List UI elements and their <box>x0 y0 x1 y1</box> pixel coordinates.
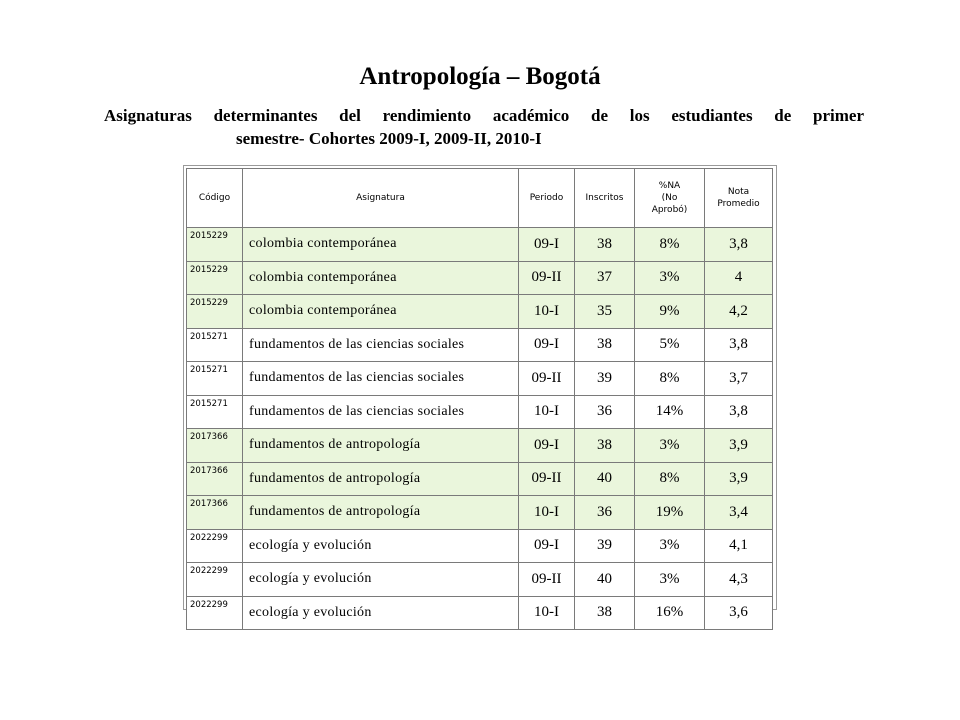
table-row <box>187 596 773 630</box>
cell-code: 2015229 <box>187 228 243 262</box>
header-na-line-1: %NA <box>658 181 681 191</box>
cell-period: 09-II <box>519 362 575 396</box>
cell-subject: colombia contemporánea <box>243 228 519 262</box>
cell-na: 8% <box>635 362 705 396</box>
cell-code: 2022299 <box>187 563 243 597</box>
cell-subject: fundamentos de antropología <box>243 496 519 530</box>
page-subtitle <box>104 104 864 150</box>
cell-code: 2015271 <box>187 328 243 362</box>
cell-subject: ecología y evolución <box>243 596 519 630</box>
cell-subject: colombia contemporánea <box>243 295 519 329</box>
header-na-line-3: Aprobó) <box>651 205 688 215</box>
cell-period: 10-I <box>519 395 575 429</box>
cell-enrolled: 37 <box>575 261 635 295</box>
table-row <box>187 261 773 295</box>
header-code: Código <box>187 169 243 228</box>
cell-code: 2015229 <box>187 261 243 295</box>
table-row <box>187 429 773 463</box>
table-row <box>187 563 773 597</box>
cell-na: 19% <box>635 496 705 530</box>
cell-na: 8% <box>635 462 705 496</box>
table-frame <box>183 165 777 621</box>
cell-average: 3,9 <box>705 462 773 496</box>
cell-subject: ecología y evolución <box>243 563 519 597</box>
cell-period: 09-I <box>519 429 575 463</box>
cell-subject: fundamentos de las ciencias sociales <box>243 362 519 396</box>
cell-enrolled: 36 <box>575 496 635 530</box>
cell-code: 2017366 <box>187 429 243 463</box>
cell-na: 9% <box>635 295 705 329</box>
page-title: Antropología – Bogotá <box>359 63 601 90</box>
cell-subject: fundamentos de las ciencias sociales <box>243 328 519 362</box>
cell-na: 3% <box>635 429 705 463</box>
cell-average: 4 <box>705 261 773 295</box>
cell-subject: fundamentos de antropología <box>243 462 519 496</box>
cell-average: 3,7 <box>705 362 773 396</box>
header-na-percent <box>635 169 705 228</box>
table-row <box>187 462 773 496</box>
table-row <box>187 228 773 262</box>
cell-enrolled: 39 <box>575 362 635 396</box>
cell-period: 09-I <box>519 328 575 362</box>
cell-code: 2022299 <box>187 596 243 630</box>
cell-average: 3,8 <box>705 328 773 362</box>
cell-subject: fundamentos de antropología <box>243 429 519 463</box>
cell-period: 09-II <box>519 462 575 496</box>
header-subject: Asignatura <box>243 169 519 228</box>
cell-period: 09-II <box>519 261 575 295</box>
cell-code: 2017366 <box>187 496 243 530</box>
cell-subject: ecología y evolución <box>243 529 519 563</box>
cell-enrolled: 38 <box>575 429 635 463</box>
cell-average: 3,9 <box>705 429 773 463</box>
cell-average: 3,8 <box>705 228 773 262</box>
cell-enrolled: 38 <box>575 596 635 630</box>
subtitle-line-2: semestre- Cohortes 2009-I, 2009-II, 2010-I <box>236 129 542 148</box>
cell-period: 09-I <box>519 228 575 262</box>
cell-enrolled: 40 <box>575 462 635 496</box>
cell-period: 10-I <box>519 496 575 530</box>
header-avg-line-2: Promedio <box>717 199 760 209</box>
cell-na: 3% <box>635 563 705 597</box>
table-row <box>187 295 773 329</box>
table-row <box>187 496 773 530</box>
subjects-table <box>186 168 773 630</box>
cell-average: 3,6 <box>705 596 773 630</box>
cell-enrolled: 40 <box>575 563 635 597</box>
cell-average: 4,3 <box>705 563 773 597</box>
cell-code: 2015271 <box>187 395 243 429</box>
header-period: Periodo <box>519 169 575 228</box>
cell-enrolled: 36 <box>575 395 635 429</box>
cell-period: 10-I <box>519 295 575 329</box>
cell-na: 8% <box>635 228 705 262</box>
table-row <box>187 328 773 362</box>
cell-enrolled: 38 <box>575 328 635 362</box>
cell-code: 2017366 <box>187 462 243 496</box>
cell-average: 3,4 <box>705 496 773 530</box>
cell-code: 2022299 <box>187 529 243 563</box>
cell-enrolled: 38 <box>575 228 635 262</box>
table-header-row <box>187 169 773 228</box>
cell-code: 2015271 <box>187 362 243 396</box>
header-na-line-2: (No <box>661 193 678 203</box>
subtitle-line-1: Asignaturas determinantes del rendimiento académico de los estudiantes de primer <box>104 106 864 125</box>
table-row <box>187 529 773 563</box>
cell-na: 16% <box>635 596 705 630</box>
cell-average: 4,2 <box>705 295 773 329</box>
cell-code: 2015229 <box>187 295 243 329</box>
table-row <box>187 395 773 429</box>
cell-na: 5% <box>635 328 705 362</box>
cell-average: 4,1 <box>705 529 773 563</box>
cell-na: 3% <box>635 261 705 295</box>
cell-average: 3,8 <box>705 395 773 429</box>
cell-period: 10-I <box>519 596 575 630</box>
cell-period: 09-II <box>519 563 575 597</box>
cell-na: 14% <box>635 395 705 429</box>
cell-subject: colombia contemporánea <box>243 261 519 295</box>
header-average-grade <box>705 169 773 228</box>
header-avg-line-1: Nota <box>727 187 750 197</box>
cell-period: 09-I <box>519 529 575 563</box>
cell-enrolled: 39 <box>575 529 635 563</box>
table-row <box>187 362 773 396</box>
cell-subject: fundamentos de las ciencias sociales <box>243 395 519 429</box>
header-enrolled: Inscritos <box>575 169 635 228</box>
cell-enrolled: 35 <box>575 295 635 329</box>
cell-na: 3% <box>635 529 705 563</box>
